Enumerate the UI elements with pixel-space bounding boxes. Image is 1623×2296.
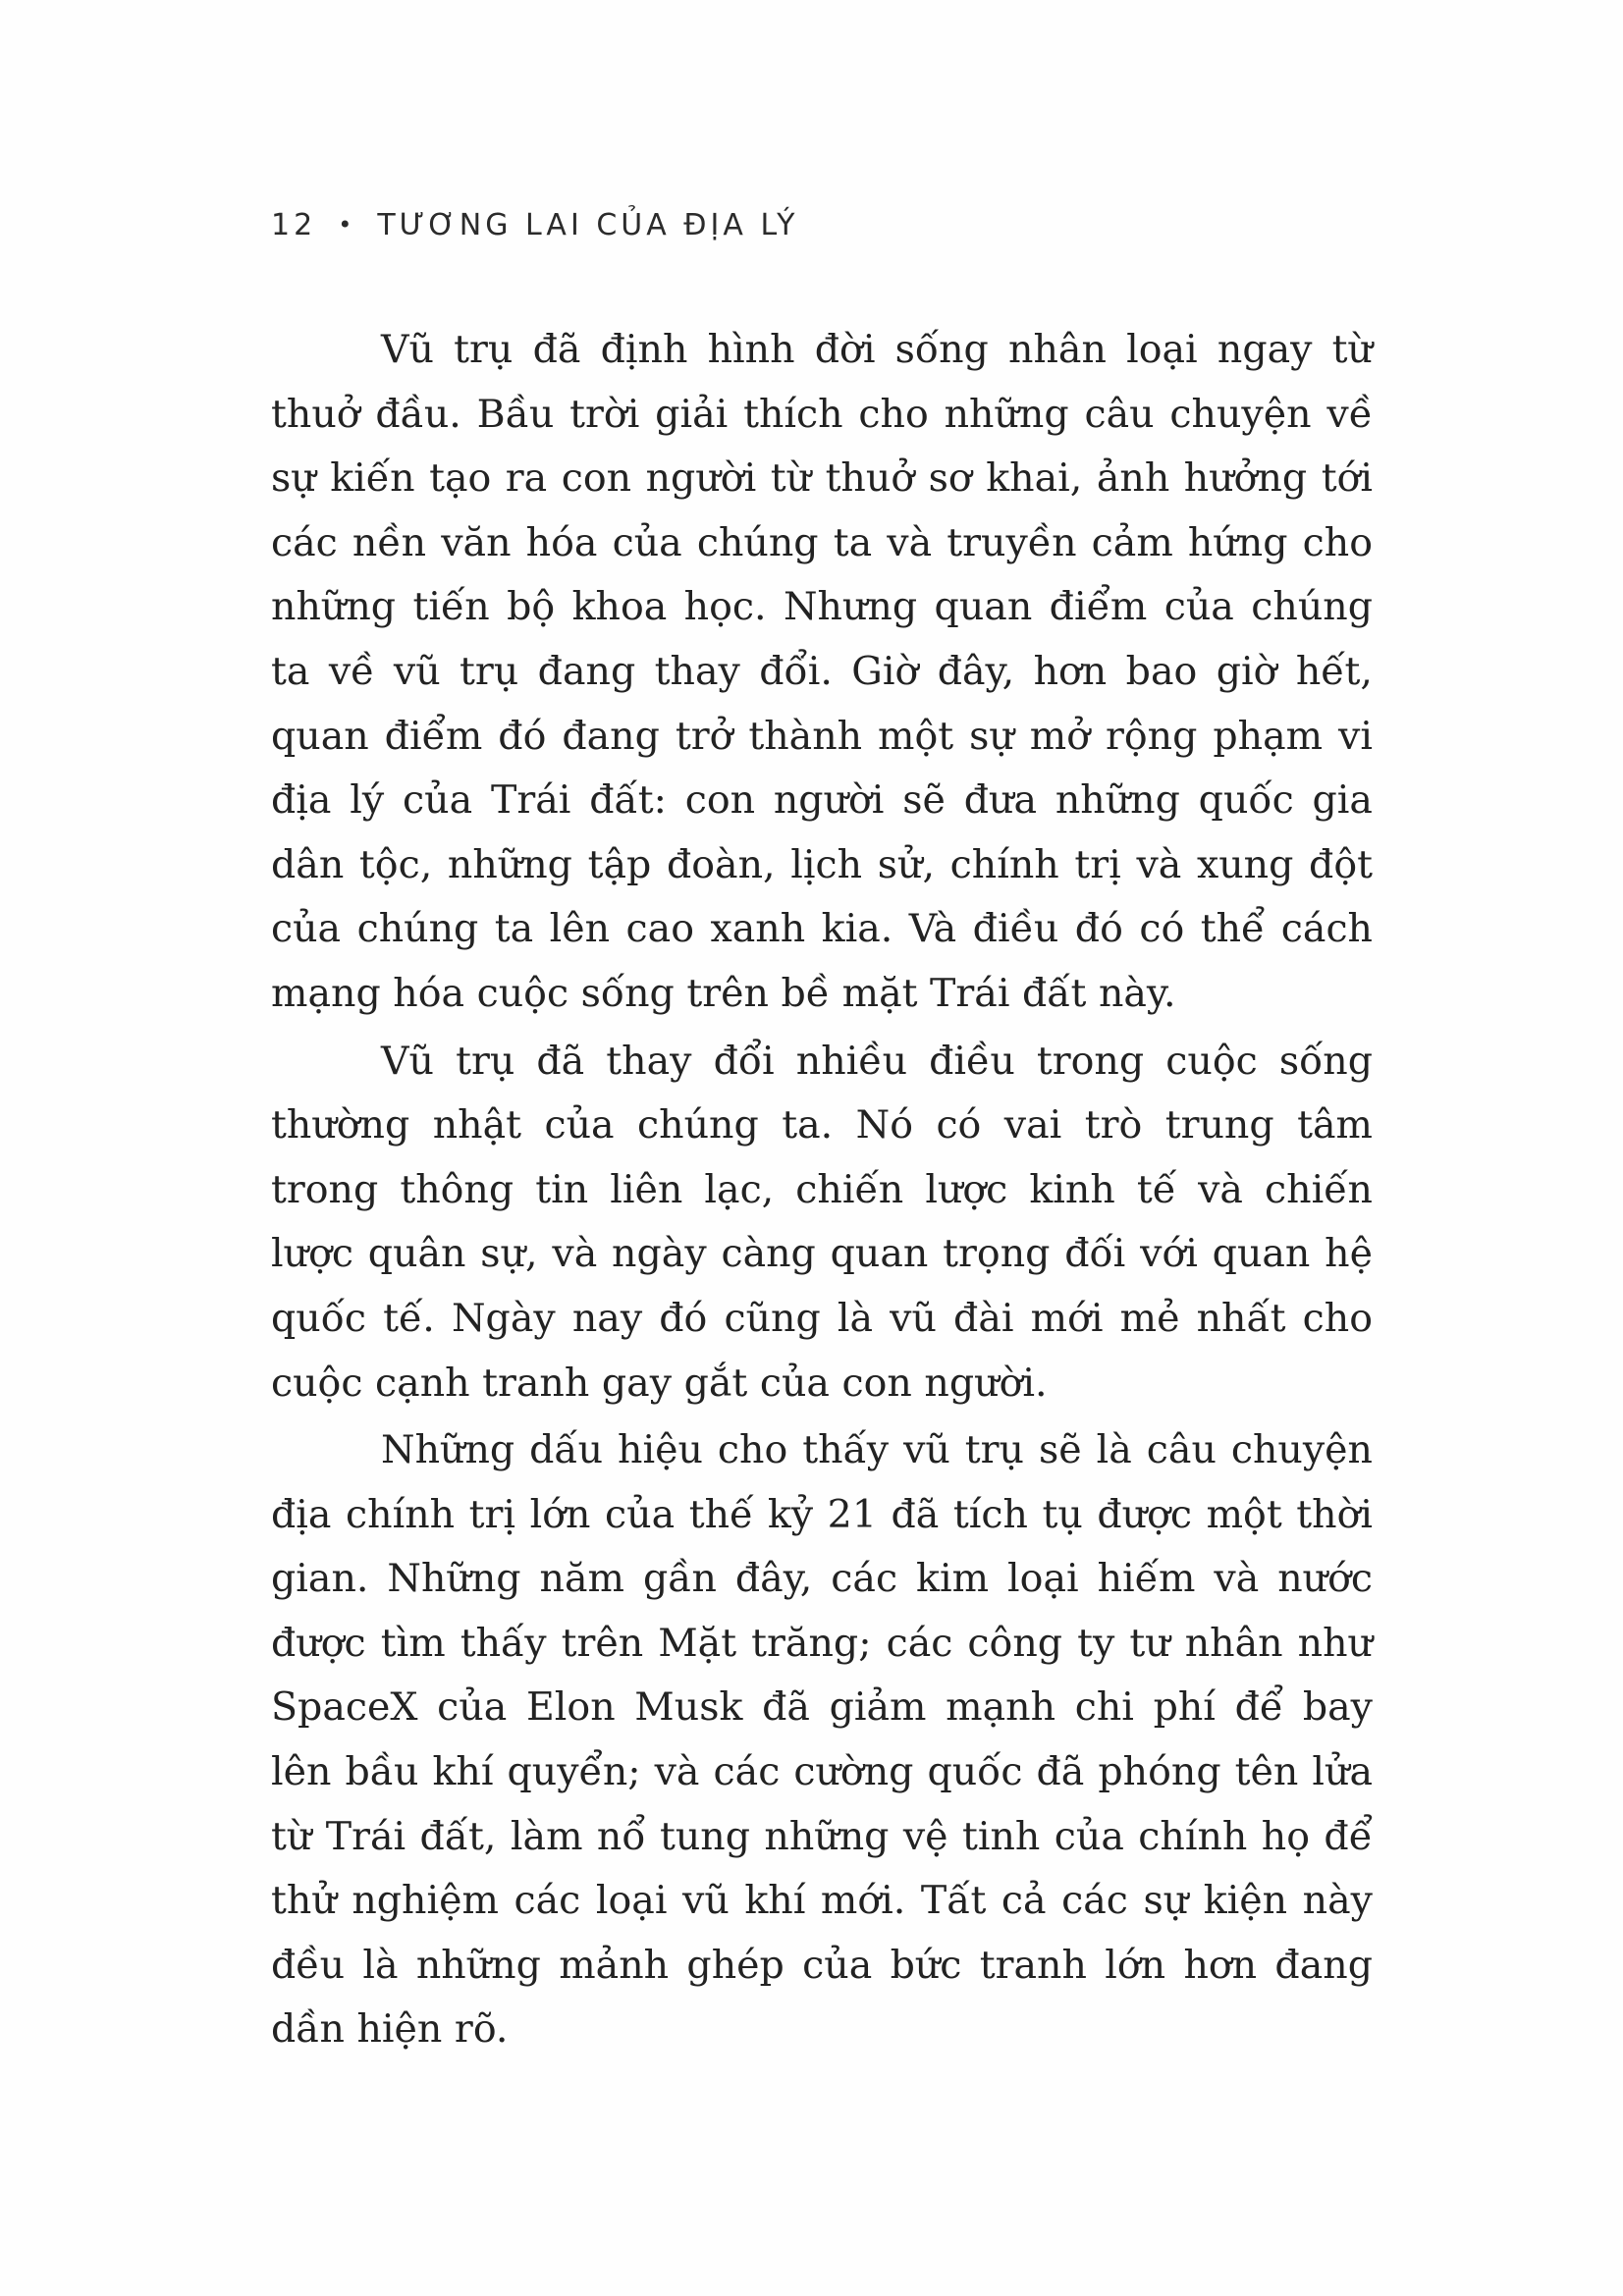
body-text (271, 318, 1373, 2062)
running-header (271, 208, 799, 242)
page-number: 12 (271, 208, 317, 242)
paragraph-1: Vũ trụ đã định hình đời sống nhân loại ngay từ thuở đầu. Bầu trời giải thích cho những câu chuyện về sự kiến tạo ra con người từ thuở sơ khai, ảnh hưởng tới các nền văn hóa của chúng ta và truyền cảm hứng cho những tiến bộ khoa học. Nhưng quan điểm của chúng ta về vũ trụ đang thay đổi. Giờ đây, hơn bao giờ hết, quan điểm đó đang trở thành một sự mở rộng phạm vi địa lý của Trái đất: con người sẽ đưa những quốc gia dân tộc, những tập đoàn, lịch sử, chính trị và xung đột của chúng ta lên cao xanh kia. Và điều đó có thể cách mạng hóa cuộc sống trên bề mặt Trái đất này. (271, 327, 1373, 1016)
chapter-title: TƯƠNG LAI CỦA ĐỊA LÝ (377, 208, 799, 242)
header-separator: • (338, 211, 356, 239)
paragraph-3: Những dấu hiệu cho thấy vũ trụ sẽ là câu chuyện địa chính trị lớn của thế kỷ 21 đã tích tụ được một thời gian. Những năm gần đây, các kim loại hiếm và nước được tìm thấy trên Mặt trăng; các công ty tư nhân như SpaceX của Elon Musk đã giảm mạnh chi phí để bay lên bầu khí quyển; và các cường quốc đã phóng tên lửa từ Trái đất, làm nổ tung những vệ tinh của chính họ để thử nghiệm các loại vũ khí mới. Tất cả các sự kiện này đều là những mảnh ghép của bức tranh lớn hơn đang dần hiện rõ. (271, 1427, 1373, 2053)
paragraph-2: Vũ trụ đã thay đổi nhiều điều trong cuộc sống thường nhật của chúng ta. Nó có vai trò trung tâm trong thông tin liên lạc, chiến lược kinh tế và chiến lược quân sự, và ngày càng quan trọng đối với quan hệ quốc tế. Ngày nay đó cũng là vũ đài mới mẻ nhất cho cuộc cạnh tranh gay gắt của con người. (271, 1038, 1373, 1406)
